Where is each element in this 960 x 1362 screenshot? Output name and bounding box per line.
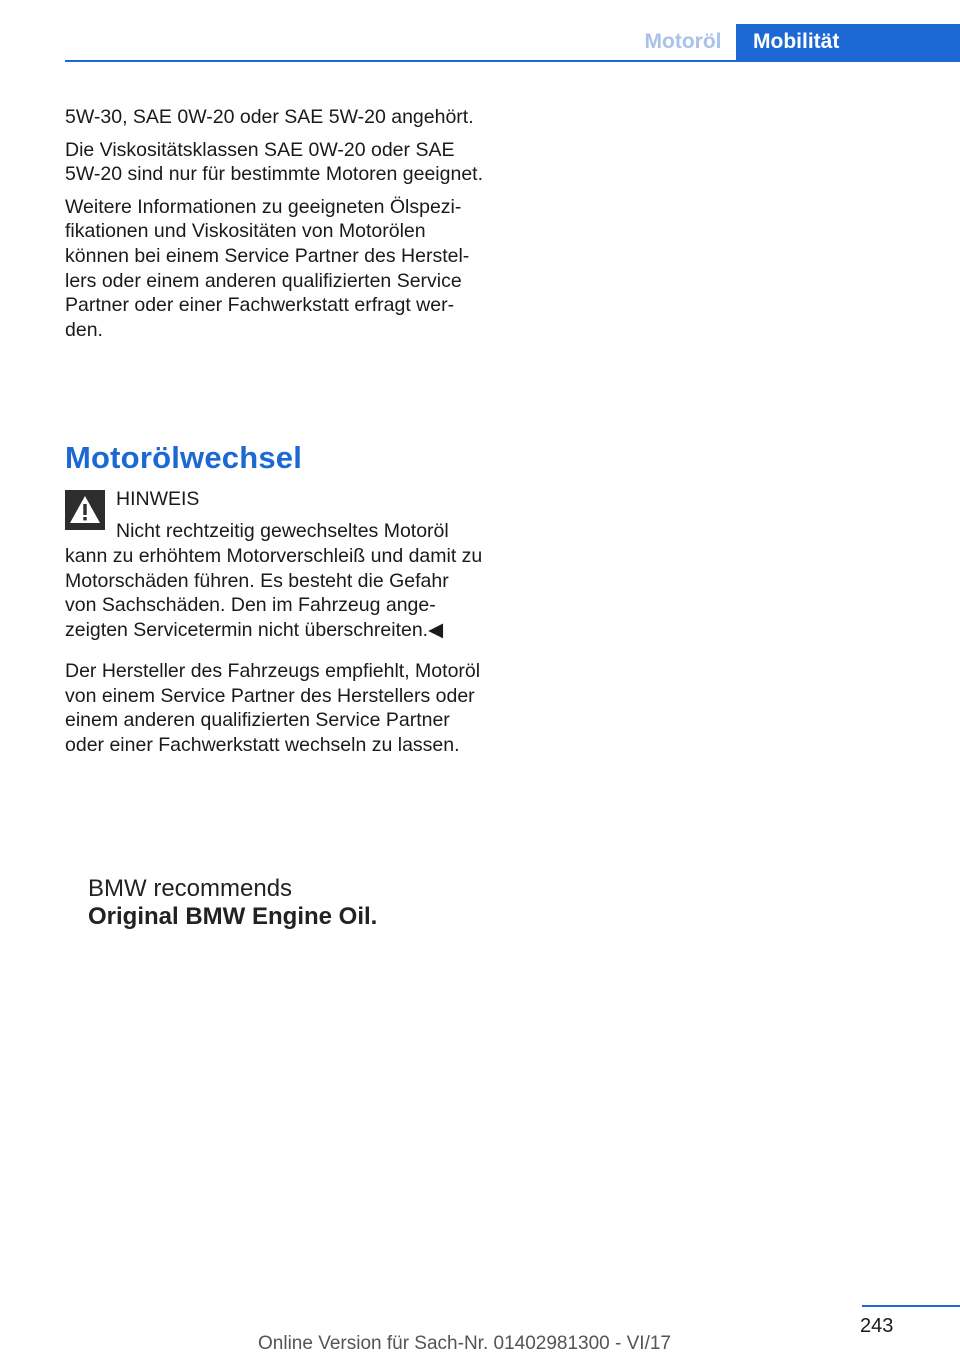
notice-first-line: Nicht rechtzeitig gewechseltes Motoröl: [116, 520, 449, 542]
header-rule: [65, 60, 960, 62]
tab-chapter[interactable]: Mobilität: [736, 24, 960, 60]
footer-note: Online Version für Sach-Nr. 01402981300 - VI/17: [258, 1333, 671, 1354]
tab-section[interactable]: Motoröl: [644, 30, 722, 53]
page-number: 243: [860, 1315, 894, 1337]
notice-title: HINWEIS: [116, 488, 200, 510]
paragraph-2: Die Viskositätsklassen SAE 0W-20 oder SAE 5W-20 sind nur für bestimmte Motoren geeignet.: [65, 138, 484, 186]
paragraph-3: Weitere Informationen zu geeigneten Ölspezifikationen und Viskositäten von Motorölen können bei einem Service Partner des Herstellers oder einem anderen qualifizierten Service Partner oder einer Fachwerkstatt erfragt werden.: [65, 195, 470, 341]
advert-line-2: Original BMW Engine Oil.: [88, 903, 378, 930]
paragraph-after-notice: Der Hersteller des Fahrzeugs empfiehlt, Motoröl von einem Service Partner des Herstellers oder einem anderen qualifizierten Service Partner oder einer Fachwerkstatt wechseln zu lassen.: [65, 660, 481, 756]
footer-rule: [862, 1305, 960, 1307]
advert-line-1: BMW recommends: [88, 875, 293, 902]
intro-text: [65, 105, 485, 350]
notice-text: kann zu erhöhtem Motorverschleiß und damit zu Motorschäden führen. Es besteht die Gefahr von Sachschäden. Den im Fahrzeug angezeigten Servicetermin nicht überschreiten.◀: [65, 545, 483, 641]
paragraph-1: 5W-30, SAE 0W-20 oder SAE 5W-20 angehört.: [65, 106, 474, 128]
warning-triangle-icon: [65, 490, 105, 530]
section-heading: Motorölwechsel: [65, 440, 303, 475]
